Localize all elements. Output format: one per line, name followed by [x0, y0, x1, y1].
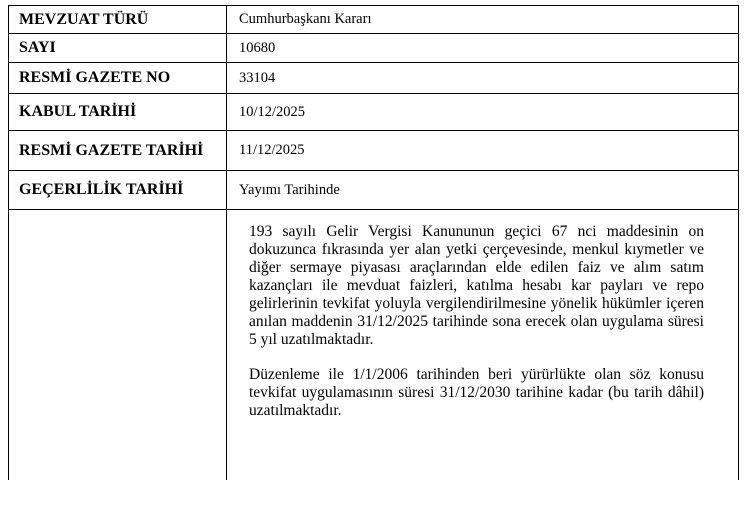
row-label: MEVZUAT TÜRÜ [9, 6, 227, 34]
table-row [9, 94, 739, 131]
summary-text [239, 210, 728, 420]
table-row [9, 63, 739, 94]
table-row [9, 131, 739, 171]
summary-paragraph-2: Düzenleme ile 1/1/2006 tarihinden beri yürürlükte olan söz konusu tevkifat uygulamasının süresi 31/12/2030 tarihine kadar (bu tarih dâhil) uzatılmaktadır. [249, 366, 704, 419]
row-value: Yayımı Tarihinde [227, 171, 739, 210]
row-value: Cumhurbaşkanı Kararı [227, 6, 739, 34]
row-label: RESMİ GAZETE NO [9, 63, 227, 94]
table-row [9, 6, 739, 34]
row-label: RESMİ GAZETE TARİHİ [9, 131, 227, 171]
row-value: 10680 [227, 34, 739, 63]
table-row [9, 210, 739, 481]
row-label-empty [9, 210, 227, 481]
row-label: SAYI [9, 34, 227, 63]
legislation-info-table [8, 5, 739, 480]
table-row [9, 34, 739, 63]
row-value: 10/12/2025 [227, 94, 739, 131]
row-label: KABUL TARİHİ [9, 94, 227, 131]
row-value: 11/12/2025 [227, 131, 739, 171]
summary-cell [227, 210, 739, 481]
row-label: GEÇERLİLİK TARİHİ [9, 171, 227, 210]
summary-paragraph-1: 193 sayılı Gelir Vergisi Kanununun geçici 67 nci maddesinin on dokuzunca fıkrasında yer alan yetki çerçevesinde, menkul kıymetler ve diğer sermaye piyasası araçlarından elde edilen faiz ve alım satım kazançları ile mevduat faizleri, katılma hesabı kar payları ve repo gelirlerinin tevkifat yoluyla vergilendirilmesine yönelik hükümler içeren anılan maddenin 31/12/2025 tarihinde sona erecek olan uygulama süresi 5 yıl uzatılmaktadır. [249, 223, 704, 348]
table-row [9, 171, 739, 210]
row-value: 33104 [227, 63, 739, 94]
